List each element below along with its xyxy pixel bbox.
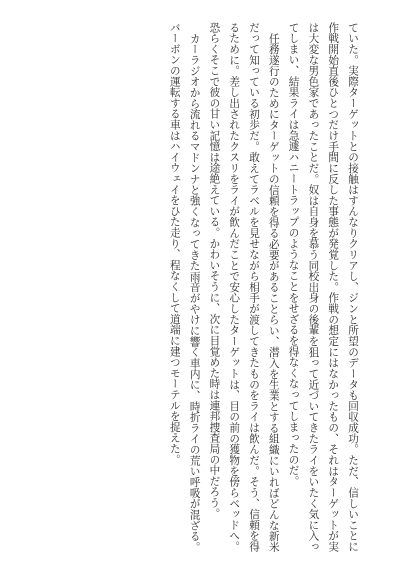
paragraph-3: カーラジオから流れるマドンナと強くなってきた雨音がやけに響く車内に、時折ライの荒い呼吸が混ざる。バーボンの運転する車はハイウェイをひた走り、程なくして道端に建つモーテルを捉えた。 (168, 22, 201, 552)
body-text (32, 22, 362, 552)
paragraph-2: 任務遂行のためにターゲットの信頼を得る必要があることらい、潜入を生業とする組織にいればどんな新米だって知っている初歩だ。敢えてラベルを見せながら相手が渡してきたものをライは飲んだ。そう、信頼を得るために。差し出されたクスリをライが飲んだことで安心したターゲットは、目の前の獲物を傍らベッドへ。恐らくそこで彼の甘い記憶は途絶えている。かわいそうに、次に目覚めた時は連邦捜査局の中だろう。 (208, 22, 280, 552)
paragraph-1: ていた。実際ターゲットとの接触はすんなりクリアし、ジンと所望のデータも回収成功。ただ、信しいことに作戦開始直後ひとつだけ手間に反した事態が発覚した。作戦の想定にはなかったもの、それはターゲットが実は大変な男色家であったことだ。奴は自身を慕う同校出身の後輩を狙って近づいてきたライをいたく気に入ってしまい、結果ライは急遽ハニートラップのようなことをせざるを得なくなってしまったのだ。 (287, 22, 359, 552)
